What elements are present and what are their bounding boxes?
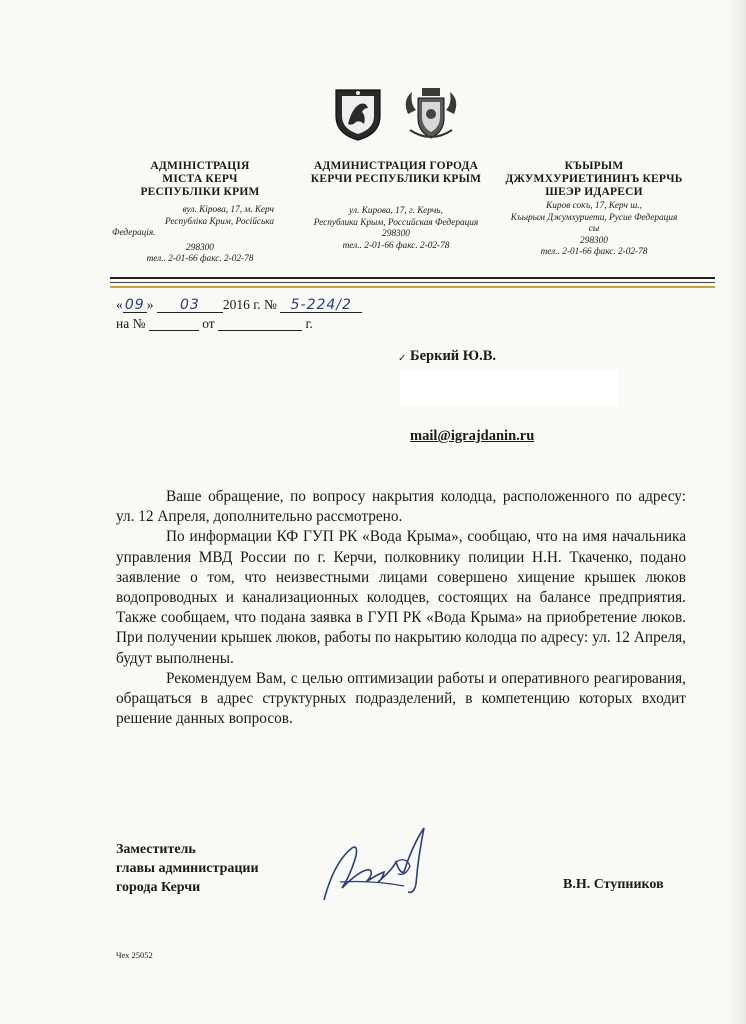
address-ukrainian [112, 205, 288, 240]
title-line: ШЕЭР ИДАРЕСИ [545, 186, 643, 198]
title-line: ДЖУМХУРИЕТИНИНЪ КЕРЧЬ [505, 173, 683, 185]
reply-date-blank [218, 317, 302, 331]
org-title-crimean [504, 160, 684, 199]
signatory-name: В.Н. Ступников [563, 877, 664, 892]
address-line: Федерація. [112, 228, 156, 238]
title-line: АДМІНІСТРАЦІЯ [150, 160, 250, 172]
org-title-russian [304, 160, 488, 186]
registration-line [116, 297, 362, 313]
title-line: КЕРЧИ РЕСПУБЛИКИ КРЫМ [310, 173, 482, 185]
emblems [330, 86, 462, 142]
zip-code: 298300 [580, 235, 608, 246]
address-line: ул. Кирова, 17, г. Керчь, [349, 206, 443, 216]
redaction-box [400, 369, 618, 407]
crimea-coat-of-arms-icon [330, 86, 386, 142]
header-ukrainian [112, 160, 288, 266]
address-russian [304, 206, 488, 229]
position-line: Заместитель [116, 842, 196, 857]
phone-fax: тел.. 2-01-66 факс. 2-02-78 [342, 240, 450, 251]
page-edge-shadow [728, 0, 746, 1024]
handwritten-signature [312, 822, 452, 908]
title-line: РЕСПУБЛІКИ КРИМ [140, 186, 260, 198]
title-line: КЪЫРЫМ [564, 160, 624, 172]
recipient-name: Беркий Ю.В. [410, 348, 497, 364]
checkmark-icon: ✓ [398, 353, 407, 364]
zip-code: 298300 [382, 229, 410, 239]
recipient-email: mail@igrajdanin.ru [410, 428, 535, 444]
phone-fax: тел.. 2-01-66 факс. 2-02-78 [146, 254, 254, 264]
kerch-coat-of-arms-icon [400, 86, 462, 142]
reg-day: 09 [123, 299, 147, 313]
org-title-ukrainian [112, 160, 288, 199]
reply-number-blank [149, 317, 199, 331]
signatory-position [116, 840, 259, 897]
header-divider [110, 282, 715, 283]
reply-line [116, 316, 313, 332]
address-line: вул. Кірова, 17, м. Керч [182, 205, 274, 215]
phone-fax: тел.. 2-01-66 факс. 2-02-78 [540, 247, 648, 257]
body-paragraph: По информации КФ ГУП РК «Вода Крыма», сообщаю, что на имя начальника управления МВД России по г. Керчи, полковнику полиции Н.Н. Ткаченко, подано заявление о том, что неизвестными лицами совершено хищение крышек люков водопроводных и канализационных колодцев, состоящих на балансе предприятия. Также сообщаем, что подана заявка в ГУП РК «Вода Крыма» на приобретение люков. При получении крышек люков, работы по накрытию колодца по адресу: ул. 12 Апреля, будут выполнены. [116, 528, 686, 667]
address-line: Къырым Джумхуриети, Русие Федерация [510, 212, 678, 223]
letter-body [116, 487, 686, 729]
reply-prefix: на № [116, 316, 146, 331]
header-russian [304, 160, 488, 252]
executor-note: Чех 25052 [116, 950, 153, 960]
address-crimean [504, 201, 684, 236]
position-line: главы администрации [116, 861, 259, 876]
reg-month: 03 [157, 299, 223, 313]
address-line: Киров сокъ, 17, Керч ш., [546, 201, 642, 211]
body-paragraph: Рекомендуем Вам, с целью оптимизации работы и оперативного реагирования, обращаться в адрес структурных подразделений, в компетенцию которых входит решение данных вопросов. [116, 669, 686, 728]
header-divider [110, 277, 715, 279]
quote-open: « [116, 297, 123, 312]
reply-from: от [202, 316, 215, 331]
header-divider [110, 286, 715, 288]
zip-code: 298300 [186, 242, 214, 253]
reg-number: 5-224/2 [280, 299, 362, 313]
address-line: сы [588, 224, 600, 234]
position-line: города Керчи [116, 880, 201, 895]
title-line: МІСТА КЕРЧ [162, 173, 238, 185]
header-crimean [504, 160, 684, 259]
address-line: Республика Крым, Российская Федерация [313, 217, 479, 228]
title-line: АДМИНИСТРАЦИЯ ГОРОДА [313, 160, 479, 172]
reply-suffix: г. [305, 316, 313, 331]
reg-year: 2016 г. № [222, 297, 277, 312]
address-line: Республіка Крим, Російська [165, 216, 274, 227]
quote-close: » [146, 297, 154, 312]
body-paragraph: Ваше обращение, по вопросу накрытия колодца, расположенного по адресу: ул. 12 Апреля, дополнительно рассмотрено. [116, 488, 686, 526]
